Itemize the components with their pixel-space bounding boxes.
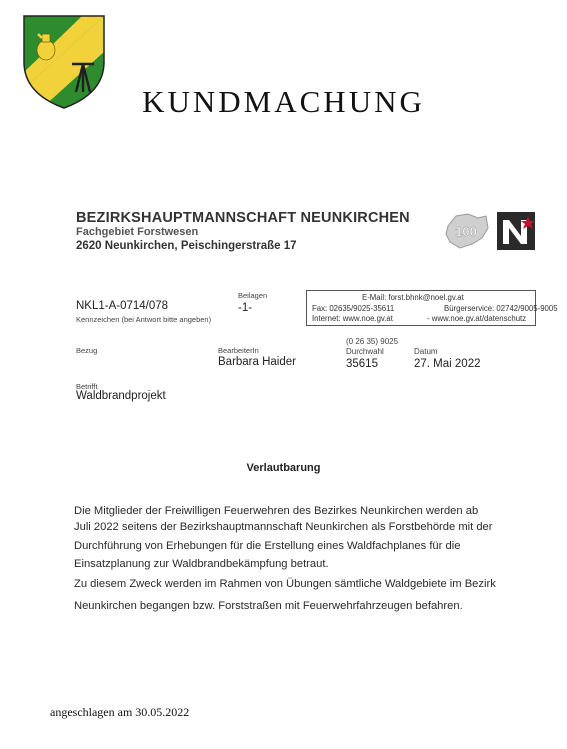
body-line: Einsatzplanung zur Waldbrandbekämpfung betraut. [74, 558, 329, 570]
bezug-label: Bezug [76, 346, 98, 355]
anniversary-100-logo-icon [442, 208, 490, 252]
contact-internet: Internet: www.noe.gv.at [312, 314, 393, 323]
body-heading: Verlautbarung [246, 462, 321, 474]
subject-label: Betrifft [76, 382, 98, 391]
contact-fax: Fax: 02635/9025-35611 [312, 304, 395, 313]
extension-label: Durchwahl [346, 347, 384, 356]
authority-name: BEZIRKSHAUPTMANNSCHAFT NEUNKIRCHEN [76, 210, 410, 226]
notice-title: KUNDMACHUNG [142, 84, 425, 119]
authority-address: 2620 Neunkirchen, Peischingerstraße 17 [76, 240, 297, 252]
body-line: Zu diesem Zweck werden im Rahmen von Übungen sämtliche Waldgebiete im Bezirk [74, 578, 496, 590]
attachments-label: Beilagen [238, 291, 268, 300]
subject-value: Waldbrandprojekt [76, 390, 166, 402]
clerk-label: BearbeiterIn [218, 346, 259, 355]
posted-date-note: angeschlagen am 30.05.2022 [50, 705, 190, 719]
body-line: Die Mitglieder der Freiwilligen Feuerwehren des Bezirkes Neunkirchen werden ab [74, 505, 479, 517]
body-line: Juli 2022 seitens der Bezirkshauptmannschaft Neunkirchen als Forstbehörde mit der [74, 521, 493, 533]
body-line: Durchführung von Erhebungen für die Erstellung eines Waldfachplanes für die [74, 540, 461, 552]
contact-box [306, 290, 558, 326]
phone-prefix: (0 26 35) 9025 [346, 337, 399, 346]
anniversary-logo-text: 100 [455, 224, 477, 239]
contact-email: E-Mail: forst.bhnk@noel.gv.at [362, 293, 464, 302]
body-line: Neunkirchen begangen bzw. Forststraßen mit Feuerwehrfahrzeugen befahren. [74, 600, 463, 612]
authority-department: Fachgebiet Forstwesen [76, 226, 199, 238]
reference-hint: Kennzeichen (bei Antwort bitte angeben) [76, 315, 212, 324]
date-value: 27. Mai 2022 [414, 358, 481, 370]
clerk-value: Barbara Haider [218, 356, 296, 368]
date-label: Datum [414, 347, 438, 356]
extension-value: 35615 [346, 358, 378, 370]
noe-logo-icon [497, 212, 535, 250]
attachments-value: -1- [238, 302, 253, 314]
reference-number: NKL1-A-0714/078 [76, 300, 169, 312]
contact-service: Bürgerservice: 02742/9005-9005 [444, 304, 558, 313]
contact-privacy: - www.noe.gv.at/datenschutz [427, 314, 527, 323]
